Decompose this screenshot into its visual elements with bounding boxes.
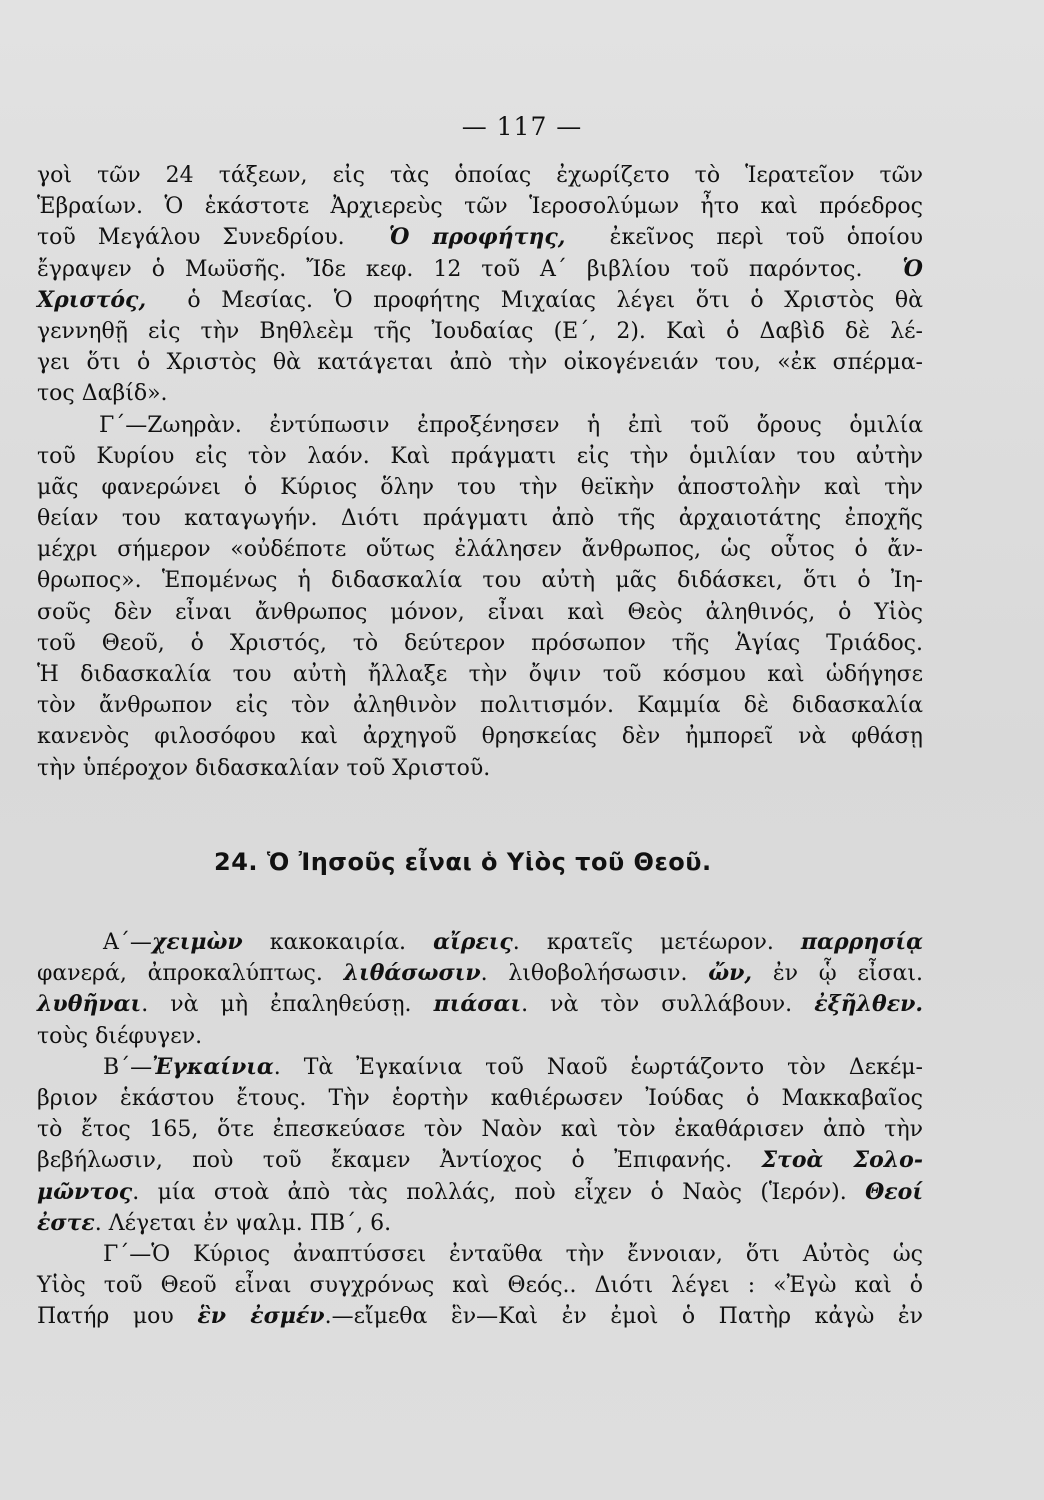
text-run: ἔγραψεν ὁ Μωϋσῆς. Ἴδε κεφ. 12 τοῦ Α΄ βιβλίου τοῦ παρόντος. [37,256,863,282]
note-prefix: Β΄— [103,1054,153,1080]
text-line: γει ὅτι ὁ Χριστὸς θὰ κατάγεται ἀπὸ τὴν οἰκογένειάν του, «ἐκ σπέρμα- [37,350,923,376]
text-run: φανερά, ἀπροκαλύπτως. [37,961,344,987]
note-b-line: τὸ ἔτος 165, ὅτε ἐπεσκεύασε τὸν Ναὸν καὶ τὸν ἐκαθάρισεν ἀπὸ τὴν [37,1117,923,1143]
section-notes [37,927,923,1332]
bold-term: Ἐγκαίνια [152,1053,274,1080]
bold-term: ὤν, [708,960,753,987]
note-c-line [37,1301,923,1332]
text-run: τοῦ Μεγάλου Συνεδρίου. [37,225,345,251]
text-line [37,222,923,253]
note-b-line [37,1208,923,1239]
bold-term: ἐστε [37,1209,95,1236]
bold-term: Χριστός, [37,286,147,313]
bold-term: Ὁ [902,255,923,282]
bold-term: λιθάσωσιν [343,960,481,987]
text-line: Ἑβραίων. Ὁ ἑκάστοτε Ἀρχιερεὺς τῶν Ἱεροσολύμων ἦτο καὶ πρόεδρος [37,194,923,220]
bold-term: Ὁ προφήτης, [388,224,566,251]
text-line: Ἡ διδασκαλία του αὐτὴ ἤλλαξε τὴν ὄψιν τοῦ κόσμου καὶ ὡδήγησε [37,662,923,687]
text-line: γεννηθῇ εἰς τὴν Βηθλεὲμ τῆς Ἰουδαίας (Ε΄, 2). Καὶ ὁ Δαβὶδ δὲ λέ- [37,318,923,344]
text-run: . Τὰ Ἐγκαίνια τοῦ Ναοῦ ἑωρτάζοντο τὸν Δεκέμ- [273,1054,923,1080]
text-run: . λιθοβολήσωσιν. [480,961,709,987]
note-a-line [37,989,923,1020]
note-a-line: τοὺς διέφυγεν. [37,1023,203,1049]
text-line: θρωπος». Ἑπομένως ἡ διδασκαλία του αὐτὴ μᾶς διδάσκει, ὅτι ὁ Ἰη- [37,568,923,594]
text-run: . μία στοὰ ἀπὸ τὰς πολλάς, ποὺ εἶχεν ὁ Ναὸς (Ἱερόν). [132,1179,866,1205]
note-b-line: βριον ἑκάστου ἔτους. Τὴν ἑορτὴν καθιέρωσεν Ἰούδας ὁ Μακκαβαῖος [37,1085,923,1111]
text-run: ἐκεῖνος περὶ τοῦ ὁποίου [609,225,923,251]
text-line: τος Δαβίδ». [37,381,168,407]
text-line: μᾶς φανερώνει ὁ Κύριος ὅλην του τὴν θεϊκὴν ἀποστολὴν καὶ τὴν [37,474,923,500]
note-b-line [37,1052,923,1083]
bold-term: παρρησίᾳ [800,929,924,955]
text-run: βεβήλωσιν, ποὺ τοῦ ἔκαμεν Ἀντίοχος ὁ Ἐπιφανής. [37,1148,762,1174]
note-prefix: Α΄— [103,930,152,955]
note-c-line: Γ΄—Ὁ Κύριος ἀναπτύσσει ἐνταῦθα τὴν ἔννοιαν, ὅτι Αὐτὸς ὡς [103,1241,923,1267]
note-b-line [37,1145,923,1176]
note-a-line [37,927,923,958]
text-run: ἐν ᾧ εἶσαι. [752,961,923,987]
bold-term: μῶντος [37,1178,133,1205]
bold-term: αἴρεις [433,929,513,955]
text-line: μέχρι σήμερον «οὐδέποτε οὕτως ἐλάλησεν ἄνθρωπος, ὡς οὗτος ὁ ἄν- [37,537,923,563]
text-line: θείαν του καταγωγήν. Διότι πράγματι ἀπὸ τῆς ἀρχαιοτάτης ἐποχῆς [37,506,923,532]
text-line: τὸν ἄνθρωπον εἰς τὸν ἀληθινὸν πολιτισμόν. Καμμία δὲ διδασκαλία [37,693,923,719]
text-line: τοῦ Κυρίου εἰς τὸν λαόν. Καὶ πράγματι εἰς τὴν ὁμιλίαν του αὐτὴν [37,443,923,469]
paragraph-continuation [37,160,923,784]
text-run: . Λέγεται ἐν ψαλμ. ΠΒ΄, 6. [94,1210,392,1236]
bold-term: ἓν ἐσμέν [197,1303,325,1330]
bold-term: Στοὰ Σολο- [761,1147,923,1174]
bold-term: Θεοί [865,1178,923,1205]
text-run: Πατήρ μου [37,1304,198,1330]
note-a-line [37,958,923,989]
text-run: ὁ Μεσίας. Ὁ προφήτης Μιχαίας λέγει ὅτι ὁ Χριστὸς θὰ [187,287,924,313]
bold-term: χειμὼν [151,929,243,955]
note-b-line [37,1177,923,1208]
note-c-line: Υἱὸς τοῦ Θεοῦ εἶναι συγχρόνως καὶ Θεός.. Διότι λέγει : «Ἐγὼ καὶ ὁ [37,1273,923,1299]
bold-term: πιάσαι [433,991,522,1018]
bold-term: ἐξῆλθεν. [814,991,923,1018]
text-line: τὴν ὑπέροχον διδασκαλίαν τοῦ Χριστοῦ. [37,755,491,781]
section-heading: 24. Ὁ Ἰησοῦς εἶναι ὁ Υἱὸς τοῦ Θεοῦ. [214,848,712,876]
text-run: . νὰ τὸν συλλάβουν. [521,992,815,1018]
text-line: τοῦ Θεοῦ, ὁ Χριστός, τὸ δεύτερον πρόσωπον τῆς Ἁγίας Τριάδος. [37,630,923,656]
text-run: . νὰ μὴ ἐπαληθεύσῃ. [141,992,434,1018]
text-line: Γ΄—Ζωηρὰν. ἐντύπωσιν ἐπροξένησεν ἡ ἐπὶ τοῦ ὄρους ὁμιλία [99,412,923,438]
text-line [37,254,923,285]
text-run: κακοκαιρία. [242,930,434,955]
text-run: . κρατεῖς μετέωρον. [512,930,801,955]
text-line: κανενὸς φιλοσόφου καὶ ἀρχηγοῦ θρησκείας δὲν ἠμπορεῖ νὰ φθάσῃ [37,724,923,750]
bold-term: λυθῆναι [37,991,142,1018]
page-number: — 117 — [461,112,583,141]
text-line: σοῦς δὲν εἶναι ἄνθρωπος μόνον, εἶναι καὶ Θεὸς ἀληθινός, ὁ Υἱὸς [37,599,923,625]
text-run: .—εἴμεθα ἓν—Καὶ ἐν ἐμοὶ ὁ Πατὴρ κἀγὼ ἐν [324,1304,924,1330]
text-line: γοὶ τῶν 24 τάξεων, εἰς τὰς ὁποίας ἐχωρίζετο τὸ Ἱερατεῖον τῶν [37,163,923,188]
text-line [37,285,923,316]
